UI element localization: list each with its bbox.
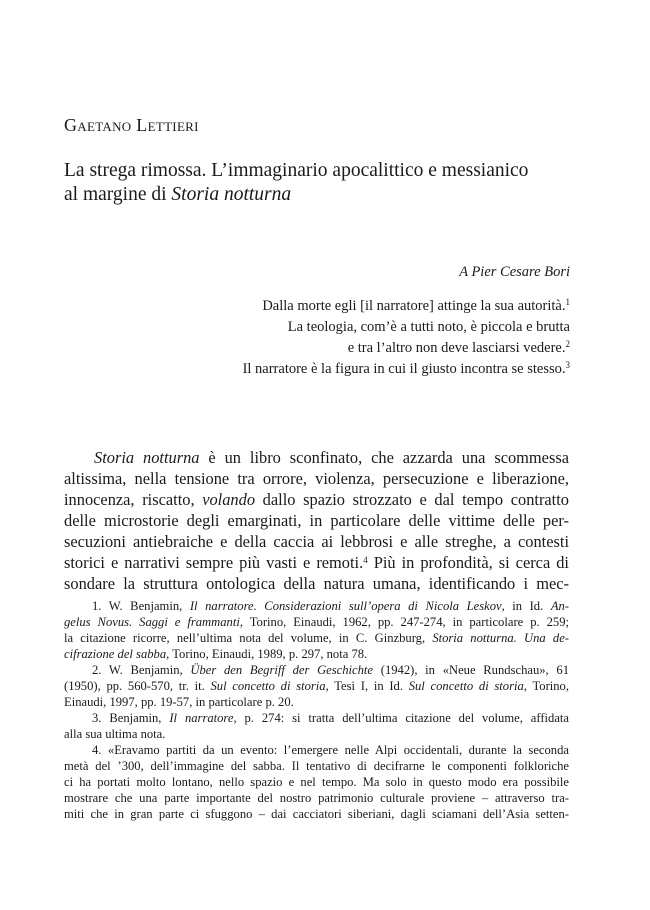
footnote-title: gelus Novus. Saggi e frammanti [64, 615, 240, 629]
body-emphasis: volando [202, 490, 256, 509]
title-line-2-text: al margine di [64, 184, 172, 205]
body-line: altissima, nella tensione tra orrore, violenza, persecuzione e liberazione, [64, 469, 569, 488]
footnote-text: , in Id. [501, 599, 551, 613]
footnote-text: , Torino, Einaudi, 1989, p. 297, nota 78. [166, 647, 368, 661]
footnote-ref-2: 2 [565, 339, 570, 349]
footnote-text: , Torino, Einaudi, 1962, pp. 247-274, in particolare p. 259; [239, 615, 569, 629]
epigraph-2a-text: La teologia, com’è a tutti noto, è piccola e brutta [287, 319, 570, 335]
body-line [64, 489, 569, 510]
body-paragraph [64, 447, 569, 594]
footnote-2-line: Einaudi, 1997, pp. 19-57, in particolare p. 20. [64, 695, 294, 709]
author-name: Gaetano Lettieri [64, 115, 199, 135]
footnote-4-line: metà del ’300, dell’immagine del sabba. Il tentativo di decifrarne le componenti folkloriche [64, 759, 569, 773]
dedication: A Pier Cesare Bori [459, 264, 570, 280]
footnote-text: , Torino, [523, 679, 569, 693]
body-text: storici e narrativi sempre più vasti e remoti. [64, 553, 364, 572]
footnote-1-line [64, 646, 569, 662]
title-book-name: Storia notturna [171, 184, 292, 205]
epigraph-2b-text: e tra l’altro non deve lasciarsi vedere. [347, 340, 566, 356]
epigraphs [150, 296, 570, 380]
footnote-text: la citazione ricorre, nell’ultima nota del volume, in C. Ginzburg, [64, 631, 433, 645]
body-line: sondare la struttura ontologica della natura umana, identificando i mec- [64, 574, 569, 593]
epigraph-1 [150, 296, 570, 317]
body-line: secuzioni antiebraiche e della caccia ai lebbrosi e alle streghe, a contesti [64, 532, 569, 551]
footnote-title: Storia notturna. Una de- [432, 631, 569, 645]
footnote-1-line [64, 614, 569, 630]
body-text: innocenza, riscatto, [64, 490, 203, 509]
footnote-text: 1. W. Benjamin, [92, 599, 190, 613]
footnote-title: Über den Begriff der Geschichte [190, 663, 374, 677]
footnote-3-line: alla sua ultima nota. [64, 727, 166, 741]
footnote-2-line [64, 662, 569, 678]
chapter-title [64, 159, 584, 207]
footnote-1-line [64, 630, 569, 646]
epigraph-2b [150, 338, 570, 359]
body-line [64, 447, 569, 468]
footnote-title: Il narratore [169, 711, 234, 725]
footnote-title: cifrazione del sabba [64, 647, 167, 661]
footnote-4-line: ci ha portati molto lontano, nello spazio e nel tempo. Ma solo in questo modo era possibile [64, 775, 569, 789]
footnote-text: (1950), pp. 560-570, tr. it. [64, 679, 211, 693]
epigraph-1-text: Dalla morte egli [il narratore] attinge la sua autorità. [262, 298, 566, 314]
title-line-1: La strega rimossa. L’immaginario apocalittico e messianico [64, 160, 529, 181]
epigraph-3 [150, 359, 570, 380]
epigraph-3-text: Il narratore è la figura in cui il giusto incontra se stesso. [242, 361, 566, 377]
footnote-text: 2. W. Benjamin, [92, 663, 191, 677]
footnote-4-line: mostrare che una parte importante del nostro patrimonio culturale proviene – attraverso tra- [64, 791, 569, 805]
footnote-3-line [64, 710, 569, 726]
footnote-text: , Tesi I, in Id. [325, 679, 409, 693]
footnote-title: An- [550, 599, 569, 613]
footnote-ref-1: 1 [565, 297, 570, 307]
footnote-text: 3. Benjamin, [92, 711, 170, 725]
footnote-1-line [64, 598, 569, 614]
footnote-text: (1942), in «Neue Rundschau», 61 [373, 663, 570, 677]
book-title-ref: Storia notturna [94, 448, 200, 467]
footnote-ref-3: 3 [565, 360, 570, 370]
footnote-title: Il narratore. Considerazioni sull’opera di Nicola Leskov [189, 599, 502, 613]
body-text: Più in profondità, si cerca di [367, 553, 569, 572]
body-text: dallo spazio strozzato e dal tempo contratto [255, 490, 569, 509]
footnote-2-line [64, 678, 569, 694]
title-line-2 [64, 183, 584, 207]
footnote-title: Sul concetto di storia [408, 679, 524, 693]
body-text: è un libro sconfinato, che azzarda una scommessa [199, 448, 569, 467]
epigraph-2a [150, 317, 570, 338]
footnote-4-line: miti che in gran parte ci sfuggono – dai cacciatori siberiani, dagli sciamani dell’Asia setten- [64, 807, 569, 821]
footnote-title: Sul concetto di storia [210, 679, 326, 693]
footnote-text: , p. 274: si tratta dell’ultima citazione del volume, affidata [233, 711, 570, 725]
footnotes [64, 598, 569, 822]
body-line [64, 552, 569, 573]
footnote-4-line: 4. «Eravamo partiti da un evento: l’emergere nelle Alpi occidentali, durante la seconda [92, 743, 569, 757]
body-line: delle microstorie degli emarginati, in particolare delle vittime delle per- [64, 511, 569, 530]
footnote-ref-4: 4 [363, 555, 368, 565]
